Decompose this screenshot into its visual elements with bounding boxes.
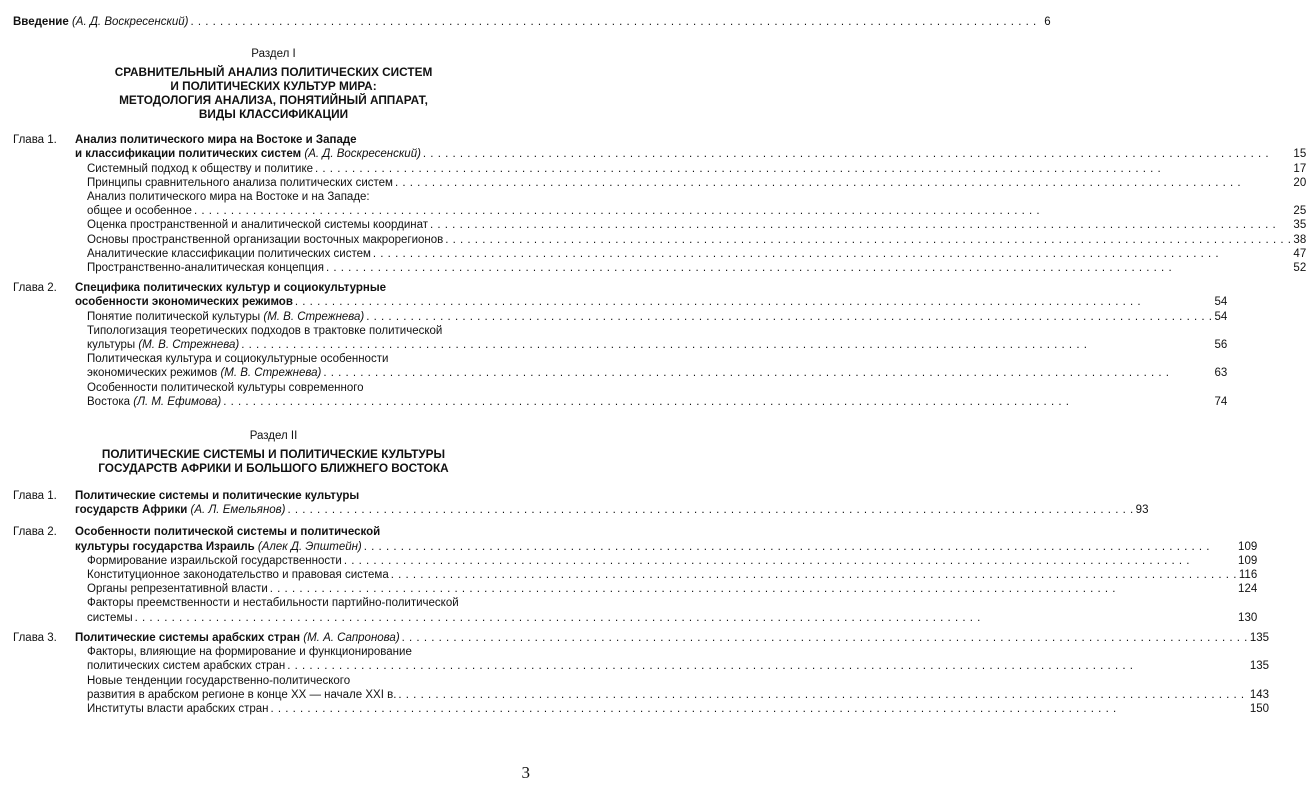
toc-entry-chapter[interactable]: особенности экономических режимов . . . 54 <box>75 295 1227 309</box>
chapter-title: Особенности политической системы и политической <box>75 526 381 539</box>
section-title: СРАВНИТЕЛЬНЫЙ АНАЛИЗ ПОЛИТИЧЕСКИХ СИСТЕМ И ПОЛИТИЧЕСКИХ КУЛЬТУР МИРА: МЕТОДОЛОГИЯ АНАЛИЗА, ПОНЯТИЙНЫЙ АППАРАТ, ВИДЫ КЛАССИФИКАЦИИ <box>114 65 433 122</box>
toc-entry[interactable]: системы . . . 130 <box>87 611 1257 625</box>
chapter: Глава 2. Специфика политических культур и социокультурные особенности экономических режимов . . . 54 Понятие политической культуры (М. В. Стрежнева) . . . 54 Типологизация теоретических подходов в трактовке политической культуры (М. В. Стрежнева) . . . 56 Политическая культура и социокультурные особенности экономических режимов (М. В. Стрежнева) . . . 63 Особенности политической культуры современного Востока (Л. М. Ефимова) . . . 74 <box>13 281 534 409</box>
chapter: Глава 3. Политические системы арабских стран (М. А. Сапронова) . . . 135 Факторы, влияющие на формирование и функционирование политических систем арабских стран . . . 135 Новые тенденции государственно-политического развития в арабском регионе в конце XX — начале XXI в. . . . 143 Институты власти арабских стран . . . 150 <box>13 631 534 716</box>
toc-entry[interactable]: Понятие политической культуры (М. В. Стрежнева) . . . 54 <box>87 310 1227 324</box>
page-ref: 135 <box>1249 631 1270 644</box>
chapter-title: Специфика политических культур и социокультурные <box>75 282 387 295</box>
toc-entry-chapter[interactable]: и классификации политических систем (А. Д. Воскресенский) . . . 15 <box>75 147 1306 161</box>
author: (Алек Д. Эпштейн) <box>257 540 362 553</box>
toc-entry[interactable]: Пространственно-аналитическая концепция . . . 52 <box>87 261 1306 275</box>
section-label: Раздел II <box>249 430 298 443</box>
section-title: ПОЛИТИЧЕСКИЕ СИСТЕМЫ И ПОЛИТИЧЕСКИЕ КУЛЬТУРЫ ГОСУДАРСТВ АФРИКИ И БОЛЬШОГО БЛИЖНЕГО ВОСТОКА <box>98 447 449 476</box>
author: (А. Л. Емельянов) <box>190 504 286 517</box>
toc-entry[interactable]: общее и особенное . . . 25 <box>87 204 1306 218</box>
toc-entry-chapter[interactable]: государств Африки (А. Л. Емельянов) . . . 93 <box>75 503 1148 517</box>
chapter <box>13 489 1149 517</box>
chapter: Глава 2. Особенности политической системы и политической культуры государства Израиль (Алек Д. Эпштейн) . . . 109 Формирование израильской государственности . . . 109 Конституционное законодательство и правовая система . . . 116 Органы репрезентативной власти . . . 124 Факторы преемственности и нестабильности партийно-политической системы . . . 130 <box>13 525 534 624</box>
toc-entry[interactable]: Основы пространственной организации восточных макрорегионов . . . 38 <box>87 233 1306 247</box>
chapter-label: Глава 2. <box>13 526 57 539</box>
toc-entry[interactable]: культуры (М. В. Стрежнева) . . . 56 <box>87 338 1227 352</box>
toc-entry[interactable]: Институты власти арабских стран . . . 150 <box>87 702 1269 716</box>
toc-entry[interactable]: Конституционное законодательство и правовая система . . . 116 <box>87 568 1257 582</box>
toc-entry-chapter[interactable]: культуры государства Израиль (Алек Д. Эпштейн) . . . 109 <box>75 540 1257 554</box>
dot-leader <box>191 15 1037 29</box>
page-ref: 15 <box>1293 148 1306 161</box>
toc-entry[interactable]: Формирование израильской государственности . . . 109 <box>87 554 1257 568</box>
chapter-title: Политические системы и политические культуры <box>75 490 360 503</box>
page-ref: 109 <box>1238 540 1258 553</box>
chapter-title: Анализ политического мира на Востоке и Западе <box>75 134 357 147</box>
intro-author: (А. Д. Воскресенский) <box>71 16 189 28</box>
toc-entry[interactable]: Востока (Л. М. Ефимова) . . . 74 <box>87 395 1227 409</box>
toc-entry[interactable]: политических систем арабских стран . . . 135 <box>87 659 1269 673</box>
author: (А. Д. Воскресенский) <box>304 148 421 161</box>
chapter-label: Глава 1. <box>13 134 57 147</box>
author: (М. А. Сапронова) <box>303 631 400 644</box>
page-number: 3 <box>521 763 530 782</box>
toc-entry[interactable]: экономических режимов (М. В. Стрежнева) . . . 63 <box>87 366 1227 380</box>
page-ref: 93 <box>1135 504 1149 517</box>
chapter-label: Глава 2. <box>13 282 57 295</box>
page-ref: 54 <box>1214 296 1228 309</box>
toc-entry[interactable]: Аналитические классификации политических систем . . . 47 <box>87 247 1306 261</box>
chapter: Глава 1. Анализ политического мира на Востоке и Западе и классификации политических систем (А. Д. Воскресенский) . . . 15 Системный подход к обществу и политике . . . 17 Принципы сравнительного анализа политических систем . . . 20 Анализ политического мира на Востоке и на Западе: общее и особенное . . . 25 Оценка пространственной и аналитической системы координат . . . 35 Основы пространственной организации восточных макрорегионов . . . 38 Аналитические классификации политических систем . . . 47 Пространственно-аналитическая концепция . . . 52 <box>13 133 534 275</box>
chapter-label: Глава 3. <box>13 631 57 644</box>
toc-entry[interactable]: развития в арабском регионе в конце XX — начале XXI в. . . . 143 <box>87 688 1269 702</box>
toc-entry[interactable]: Оценка пространственной и аналитической системы координат . . . 35 <box>87 218 1306 232</box>
page-ref: 6 <box>1044 16 1051 28</box>
toc-entry-introduction[interactable] <box>13 15 1051 29</box>
toc-entry[interactable]: Принципы сравнительного анализа политических систем . . . 20 <box>87 176 1306 190</box>
toc-entry[interactable]: Системный подход к обществу и политике . . . 17 <box>87 162 1306 176</box>
intro-title: Введение <box>13 16 69 28</box>
section-label: Раздел I <box>251 48 296 61</box>
toc-entry-chapter[interactable]: Политические системы арабских стран (М. А. Сапронова) . . . 135 <box>75 631 1269 645</box>
chapter-label: Глава 1. <box>13 490 57 503</box>
toc-entry[interactable]: Органы репрезентативной власти . . . 124 <box>87 582 1257 596</box>
